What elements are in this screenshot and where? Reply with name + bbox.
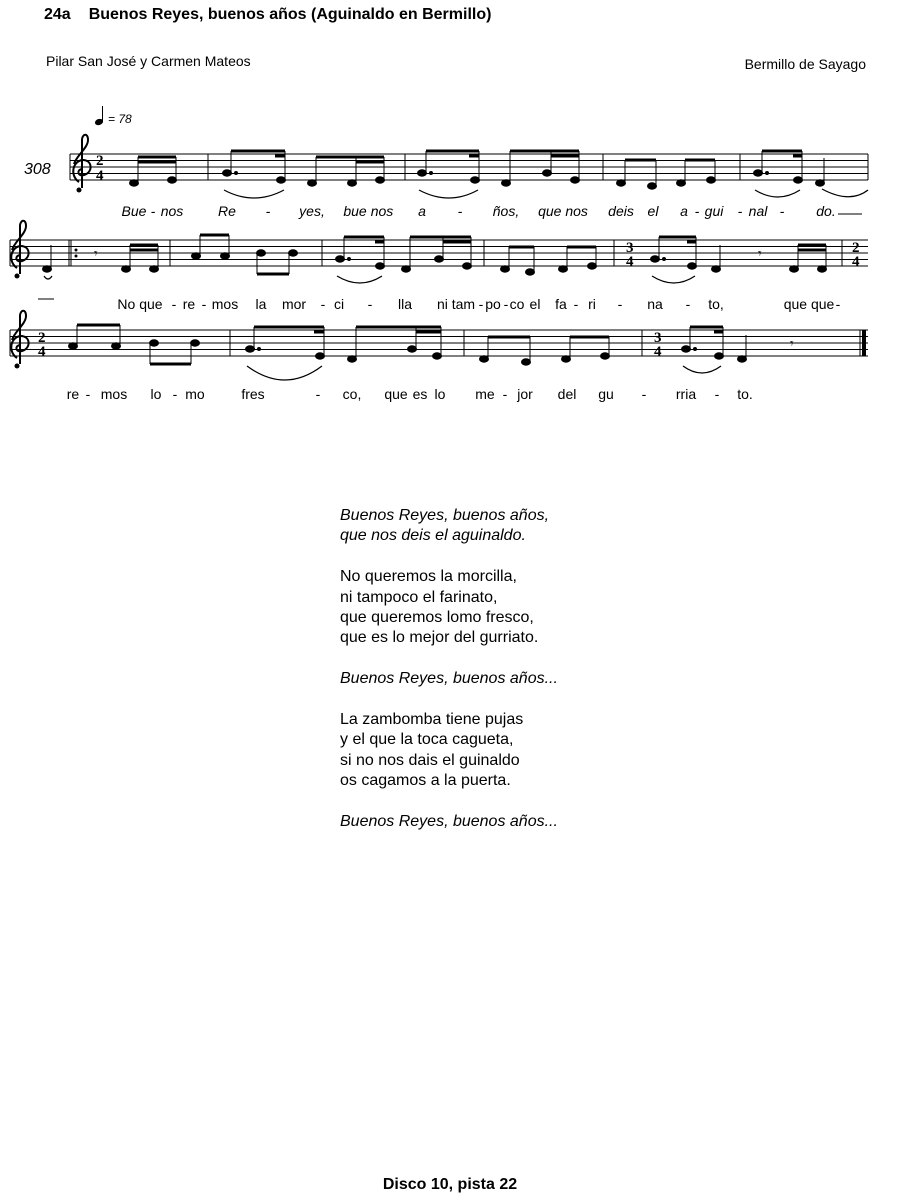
tempo-value: = 78 xyxy=(108,112,132,126)
time-sig-3-4: 3 xyxy=(654,330,662,346)
poem-line: No queremos la morcilla, xyxy=(340,568,517,586)
poem-text xyxy=(340,506,558,832)
poem-line: que nos deis el aguinaldo. xyxy=(340,527,526,545)
svg-text:4: 4 xyxy=(852,254,860,270)
svg-text:4: 4 xyxy=(96,168,104,184)
eighth-rest-icon: 𝄾 xyxy=(94,246,98,262)
lyrics-row-3: re - mos lo - mo fres - co, que es lo me - jor del gu - rria - to. xyxy=(66,386,753,402)
place: Bermillo de Sayago xyxy=(744,56,866,72)
notes-staff-3 xyxy=(69,325,795,380)
poem-line: y el que la toca cagueta, xyxy=(340,731,514,749)
staff-1 xyxy=(70,154,868,180)
svg-text:4: 4 xyxy=(626,254,634,270)
lyrics-row-2: No que - re - mos la mor - ci - lla ni tam - po - co el fa - ri - na - to, que que - xyxy=(117,296,841,312)
time-sig-2-4: 2 xyxy=(96,153,104,169)
poem-line: Buenos Reyes, buenos años... xyxy=(340,670,558,688)
time-sig-2-4: 2 xyxy=(38,330,46,346)
poem-line: que queremos lomo fresco, xyxy=(340,609,534,627)
staff-number: 308 xyxy=(24,161,51,178)
notes-staff-1 xyxy=(130,151,869,198)
eighth-rest-icon: 𝄾 xyxy=(758,246,762,262)
poem-line: Buenos Reyes, buenos años... xyxy=(340,813,558,831)
poem-line: que es lo mejor del gurriato. xyxy=(340,629,539,647)
time-sig-3-4: 3 xyxy=(626,240,634,256)
svg-text:4: 4 xyxy=(38,344,46,360)
poem-line: ni tampoco el farinato, xyxy=(340,588,498,606)
treble-clef-icon xyxy=(11,221,28,279)
poem-line: si no nos dais el guinaldo xyxy=(340,751,520,769)
track-label: Disco 10, pista 22 xyxy=(382,1176,518,1193)
svg-text:4: 4 xyxy=(654,344,662,360)
poem-line: os cagamos a la puerta. xyxy=(340,772,511,790)
song-title: Buenos Reyes, buenos años (Aguinaldo en Bermillo) xyxy=(88,6,492,23)
treble-clef-icon xyxy=(73,135,90,193)
staff-3 xyxy=(10,330,868,356)
poem-line: La zambomba tiene pujas xyxy=(340,711,524,729)
time-sig-2-4: 2 xyxy=(852,240,860,256)
lyrics-row-1: Bue - nos Re - yes, bue nos a - ños, que nos deis el a - gui - nal - do. xyxy=(121,203,836,219)
poem-line: Buenos Reyes, buenos años, xyxy=(340,507,550,524)
eighth-rest-icon: 𝄾 xyxy=(790,336,794,352)
treble-clef-icon xyxy=(11,311,28,369)
song-number: 24a xyxy=(44,6,71,23)
performers: Pilar San José y Carmen Mateos xyxy=(46,53,251,69)
